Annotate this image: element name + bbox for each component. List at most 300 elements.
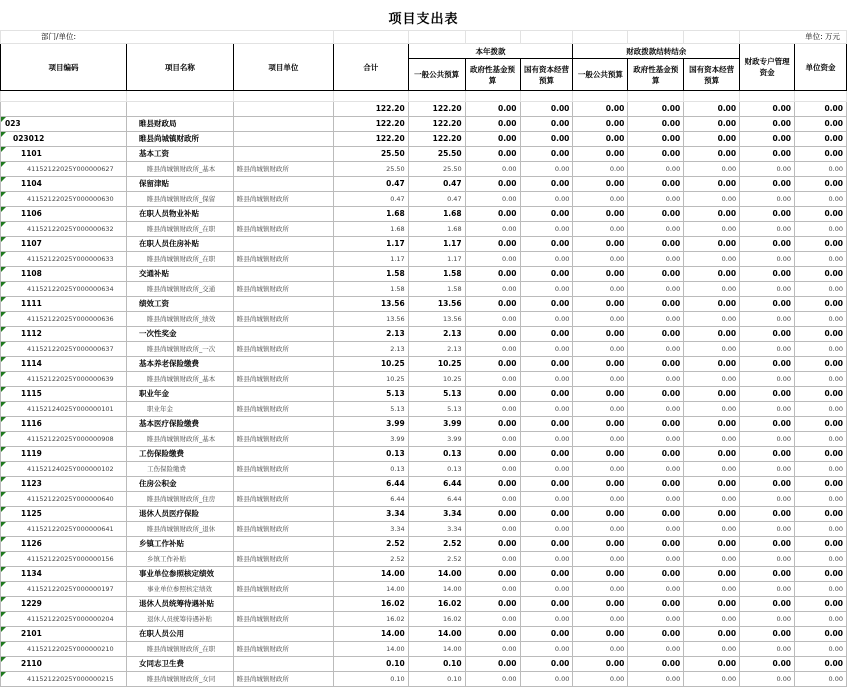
cell-amount[interactable]: 0.00 (795, 147, 847, 162)
cell-amount[interactable]: 0.00 (465, 237, 520, 252)
cell-amount[interactable]: 6.44 (408, 477, 465, 492)
cell-project-org[interactable] (233, 657, 333, 672)
cell-amount[interactable]: 0.00 (465, 597, 520, 612)
cell-amount[interactable]: 0.00 (740, 372, 795, 387)
cell-project-name[interactable] (126, 102, 233, 117)
cell-amount[interactable]: 0.00 (795, 402, 847, 417)
cell-amount[interactable]: 0.00 (465, 177, 520, 192)
cell-project-code[interactable]: 41152122025Y000000215 (1, 672, 127, 687)
cell-amount[interactable]: 5.13 (408, 387, 465, 402)
cell-project-code[interactable]: 023 (1, 117, 127, 132)
cell-amount[interactable]: 122.20 (408, 117, 465, 132)
cell-amount[interactable]: 0.00 (740, 267, 795, 282)
cell-amount[interactable]: 0.00 (740, 357, 795, 372)
cell-amount[interactable]: 6.44 (333, 492, 408, 507)
cell-project-org[interactable] (233, 507, 333, 522)
cell-amount[interactable]: 0.00 (628, 327, 684, 342)
cell-amount[interactable]: 0.00 (573, 582, 628, 597)
cell-amount[interactable]: 0.00 (795, 237, 847, 252)
cell-amount[interactable]: 0.00 (520, 582, 573, 597)
cell-project-code[interactable]: 41152122025Y000000640 (1, 492, 127, 507)
cell-amount[interactable]: 0.00 (520, 507, 573, 522)
cell-amount[interactable]: 0.00 (520, 147, 573, 162)
cell-amount[interactable]: 1.58 (408, 282, 465, 297)
cell-amount[interactable]: 0.00 (795, 252, 847, 267)
cell-amount[interactable]: 0.00 (520, 657, 573, 672)
cell-amount[interactable]: 1.68 (408, 207, 465, 222)
cell-project-code[interactable]: 1104 (1, 177, 127, 192)
cell-amount[interactable]: 0.00 (740, 222, 795, 237)
cell-amount[interactable]: 0.00 (520, 237, 573, 252)
cell-project-org[interactable]: 睢县尚城镇财政所 (233, 222, 333, 237)
cell-amount[interactable]: 0.00 (573, 657, 628, 672)
cell-amount[interactable]: 0.00 (520, 537, 573, 552)
cell-amount[interactable]: 0.00 (684, 207, 740, 222)
cell-amount[interactable]: 6.44 (333, 477, 408, 492)
cell-amount[interactable]: 0.00 (740, 642, 795, 657)
cell-amount[interactable]: 3.99 (333, 432, 408, 447)
cell-amount[interactable]: 0.00 (795, 102, 847, 117)
cell-amount[interactable]: 0.00 (684, 282, 740, 297)
cell-amount[interactable]: 0.00 (465, 192, 520, 207)
cell-amount[interactable]: 0.00 (628, 642, 684, 657)
cell-amount[interactable]: 3.34 (408, 522, 465, 537)
cell-amount[interactable]: 0.00 (465, 402, 520, 417)
cell-amount[interactable]: 0.00 (520, 162, 573, 177)
cell-project-code[interactable]: 1116 (1, 417, 127, 432)
cell-amount[interactable]: 0.10 (408, 672, 465, 687)
cell-project-org[interactable]: 睢县尚城镇财政所 (233, 492, 333, 507)
cell-amount[interactable]: 0.00 (795, 417, 847, 432)
cell-project-name[interactable]: 工伤保险缴费 (126, 447, 233, 462)
cell-amount[interactable]: 0.00 (573, 312, 628, 327)
cell-amount[interactable]: 0.00 (520, 207, 573, 222)
cell-amount[interactable]: 0.00 (628, 417, 684, 432)
cell-amount[interactable]: 0.00 (520, 252, 573, 267)
cell-amount[interactable]: 0.00 (684, 522, 740, 537)
cell-amount[interactable]: 0.00 (628, 117, 684, 132)
cell-amount[interactable]: 0.00 (573, 102, 628, 117)
cell-amount[interactable]: 0.00 (573, 237, 628, 252)
cell-project-name[interactable]: 乡镇工作补贴 (126, 537, 233, 552)
cell-amount[interactable]: 0.00 (684, 642, 740, 657)
cell-amount[interactable]: 0.00 (573, 267, 628, 282)
cell-amount[interactable]: 0.00 (465, 267, 520, 282)
cell-amount[interactable]: 0.00 (740, 117, 795, 132)
cell-amount[interactable]: 0.00 (628, 342, 684, 357)
cell-amount[interactable]: 14.00 (408, 627, 465, 642)
cell-amount[interactable]: 0.00 (465, 612, 520, 627)
cell-amount[interactable]: 0.00 (465, 342, 520, 357)
cell-amount[interactable]: 0.00 (684, 507, 740, 522)
cell-project-org[interactable]: 睢县尚城镇财政所 (233, 252, 333, 267)
cell-amount[interactable]: 0.00 (628, 537, 684, 552)
cell-amount[interactable]: 25.50 (408, 162, 465, 177)
cell-amount[interactable]: 2.52 (408, 537, 465, 552)
cell-project-code[interactable]: 41152124025Y000000102 (1, 462, 127, 477)
cell-amount[interactable]: 5.13 (333, 402, 408, 417)
cell-project-name[interactable]: 睢县尚城镇财政所 (126, 132, 233, 147)
cell-amount[interactable]: 0.00 (795, 327, 847, 342)
cell-project-code[interactable]: 41152122025Y000000633 (1, 252, 127, 267)
cell-amount[interactable]: 3.34 (333, 507, 408, 522)
cell-amount[interactable]: 0.00 (740, 192, 795, 207)
cell-project-name[interactable]: 在职人员公用 (126, 627, 233, 642)
cell-amount[interactable]: 0.00 (795, 297, 847, 312)
cell-project-org[interactable] (233, 132, 333, 147)
cell-project-name[interactable]: 睢县尚城镇财政所_绩效 (126, 312, 233, 327)
cell-project-org[interactable]: 睢县尚城镇财政所 (233, 402, 333, 417)
cell-amount[interactable]: 0.47 (333, 177, 408, 192)
cell-amount[interactable]: 0.00 (795, 372, 847, 387)
cell-project-code[interactable]: 1114 (1, 357, 127, 372)
cell-amount[interactable]: 14.00 (408, 567, 465, 582)
cell-amount[interactable]: 0.00 (465, 222, 520, 237)
cell-amount[interactable]: 0.00 (795, 657, 847, 672)
cell-amount[interactable]: 0.00 (740, 252, 795, 267)
cell-amount[interactable]: 0.00 (465, 552, 520, 567)
cell-project-name[interactable]: 在职人员住房补贴 (126, 237, 233, 252)
cell-amount[interactable]: 0.00 (740, 312, 795, 327)
cell-project-code[interactable]: 41152122025Y000000204 (1, 612, 127, 627)
cell-amount[interactable]: 0.00 (520, 267, 573, 282)
cell-project-code[interactable]: 41152122025Y000000908 (1, 432, 127, 447)
cell-amount[interactable]: 0.00 (573, 597, 628, 612)
cell-amount[interactable]: 0.00 (573, 567, 628, 582)
cell-amount[interactable]: 14.00 (408, 642, 465, 657)
cell-amount[interactable]: 16.02 (408, 597, 465, 612)
cell-amount[interactable]: 0.00 (795, 162, 847, 177)
cell-amount[interactable]: 0.00 (740, 612, 795, 627)
cell-amount[interactable]: 0.00 (628, 192, 684, 207)
cell-amount[interactable]: 0.00 (795, 312, 847, 327)
cell-amount[interactable]: 0.00 (573, 147, 628, 162)
cell-project-org[interactable]: 睢县尚城镇财政所 (233, 522, 333, 537)
cell-amount[interactable]: 0.00 (573, 522, 628, 537)
cell-amount[interactable]: 0.00 (684, 627, 740, 642)
cell-amount[interactable]: 0.00 (573, 492, 628, 507)
cell-project-org[interactable] (233, 207, 333, 222)
cell-amount[interactable]: 0.00 (740, 207, 795, 222)
cell-amount[interactable]: 0.00 (465, 567, 520, 582)
cell-project-org[interactable]: 睢县尚城镇财政所 (233, 282, 333, 297)
cell-project-name[interactable]: 退休人员统筹待遇补贴 (126, 612, 233, 627)
cell-amount[interactable]: 0.00 (684, 132, 740, 147)
cell-project-code[interactable]: 41152122025Y000000627 (1, 162, 127, 177)
cell-amount[interactable]: 0.00 (520, 282, 573, 297)
cell-amount[interactable]: 0.00 (684, 492, 740, 507)
cell-amount[interactable]: 0.00 (628, 207, 684, 222)
cell-amount[interactable]: 0.00 (520, 417, 573, 432)
cell-amount[interactable]: 0.00 (465, 537, 520, 552)
cell-project-name[interactable]: 基本养老保险缴费 (126, 357, 233, 372)
cell-amount[interactable]: 0.00 (520, 627, 573, 642)
cell-amount[interactable]: 0.00 (740, 297, 795, 312)
cell-amount[interactable]: 0.00 (465, 207, 520, 222)
cell-amount[interactable]: 0.00 (684, 387, 740, 402)
cell-amount[interactable]: 0.00 (795, 387, 847, 402)
cell-project-name[interactable]: 事业单位参照核定绩效 (126, 567, 233, 582)
cell-amount[interactable]: 0.00 (465, 492, 520, 507)
cell-project-code[interactable]: 41152122025Y000000197 (1, 582, 127, 597)
cell-project-name[interactable]: 交通补贴 (126, 267, 233, 282)
cell-amount[interactable]: 0.00 (573, 642, 628, 657)
cell-amount[interactable]: 0.00 (520, 567, 573, 582)
cell-amount[interactable]: 0.00 (795, 522, 847, 537)
cell-amount[interactable]: 0.13 (333, 462, 408, 477)
cell-amount[interactable]: 6.44 (408, 492, 465, 507)
cell-amount[interactable]: 0.00 (684, 372, 740, 387)
cell-project-org[interactable] (233, 417, 333, 432)
cell-amount[interactable]: 0.00 (684, 327, 740, 342)
cell-amount[interactable]: 0.00 (795, 222, 847, 237)
cell-amount[interactable]: 0.00 (795, 192, 847, 207)
cell-amount[interactable]: 0.00 (795, 567, 847, 582)
cell-amount[interactable]: 0.00 (573, 252, 628, 267)
cell-amount[interactable]: 0.00 (573, 192, 628, 207)
cell-amount[interactable]: 0.00 (573, 387, 628, 402)
cell-amount[interactable]: 0.00 (573, 117, 628, 132)
cell-amount[interactable]: 0.00 (573, 207, 628, 222)
cell-amount[interactable]: 0.00 (573, 447, 628, 462)
cell-amount[interactable]: 0.00 (684, 612, 740, 627)
cell-amount[interactable]: 0.00 (795, 672, 847, 687)
cell-amount[interactable]: 122.20 (408, 102, 465, 117)
cell-amount[interactable]: 3.99 (408, 432, 465, 447)
cell-amount[interactable]: 2.52 (333, 552, 408, 567)
cell-amount[interactable]: 0.00 (573, 327, 628, 342)
cell-amount[interactable]: 0.00 (573, 627, 628, 642)
cell-project-org[interactable] (233, 357, 333, 372)
cell-amount[interactable]: 0.00 (684, 537, 740, 552)
cell-amount[interactable]: 1.58 (408, 267, 465, 282)
cell-project-name[interactable]: 住房公积金 (126, 477, 233, 492)
cell-amount[interactable]: 0.00 (465, 477, 520, 492)
cell-amount[interactable]: 0.00 (684, 117, 740, 132)
cell-amount[interactable]: 0.00 (740, 582, 795, 597)
cell-amount[interactable]: 0.00 (795, 492, 847, 507)
cell-project-org[interactable]: 睢县尚城镇财政所 (233, 192, 333, 207)
cell-amount[interactable]: 2.52 (333, 537, 408, 552)
cell-project-code[interactable]: 1101 (1, 147, 127, 162)
cell-amount[interactable]: 0.00 (795, 357, 847, 372)
cell-project-org[interactable]: 睢县尚城镇财政所 (233, 162, 333, 177)
cell-amount[interactable]: 0.00 (520, 672, 573, 687)
cell-project-code[interactable]: 023012 (1, 132, 127, 147)
cell-amount[interactable]: 0.00 (520, 597, 573, 612)
cell-amount[interactable]: 0.00 (684, 192, 740, 207)
cell-amount[interactable]: 0.00 (465, 522, 520, 537)
cell-amount[interactable]: 0.00 (628, 522, 684, 537)
cell-amount[interactable]: 0.00 (740, 327, 795, 342)
cell-amount[interactable]: 0.00 (465, 462, 520, 477)
cell-amount[interactable]: 0.00 (465, 327, 520, 342)
cell-amount[interactable]: 0.00 (573, 402, 628, 417)
cell-amount[interactable]: 0.00 (628, 177, 684, 192)
cell-amount[interactable]: 0.00 (740, 237, 795, 252)
cell-project-name[interactable]: 睢县尚城镇财政所_在职 (126, 222, 233, 237)
cell-amount[interactable]: 0.00 (684, 597, 740, 612)
cell-project-name[interactable]: 退休人员医疗保险 (126, 507, 233, 522)
cell-amount[interactable]: 0.47 (408, 177, 465, 192)
cell-amount[interactable]: 0.00 (740, 162, 795, 177)
cell-project-code[interactable]: 1111 (1, 297, 127, 312)
cell-project-name[interactable]: 睢县尚城镇财政所_一次 (126, 342, 233, 357)
cell-project-name[interactable]: 基本工资 (126, 147, 233, 162)
cell-amount[interactable]: 0.00 (740, 507, 795, 522)
cell-amount[interactable]: 0.00 (684, 147, 740, 162)
cell-amount[interactable]: 0.00 (520, 477, 573, 492)
cell-amount[interactable]: 0.00 (520, 432, 573, 447)
cell-amount[interactable]: 0.00 (795, 117, 847, 132)
cell-amount[interactable]: 0.00 (520, 132, 573, 147)
cell-amount[interactable]: 0.00 (520, 402, 573, 417)
cell-amount[interactable]: 0.00 (520, 522, 573, 537)
cell-amount[interactable]: 0.00 (520, 327, 573, 342)
cell-amount[interactable]: 0.00 (628, 432, 684, 447)
cell-amount[interactable]: 0.00 (740, 672, 795, 687)
cell-amount[interactable]: 0.00 (795, 282, 847, 297)
cell-amount[interactable]: 0.00 (740, 657, 795, 672)
cell-project-code[interactable]: 1115 (1, 387, 127, 402)
cell-project-org[interactable] (233, 117, 333, 132)
cell-project-code[interactable]: 1123 (1, 477, 127, 492)
cell-amount[interactable]: 0.00 (740, 522, 795, 537)
cell-amount[interactable]: 1.58 (333, 282, 408, 297)
cell-project-org[interactable] (233, 267, 333, 282)
cell-amount[interactable]: 0.00 (740, 537, 795, 552)
cell-amount[interactable]: 0.00 (684, 357, 740, 372)
cell-amount[interactable]: 0.00 (628, 492, 684, 507)
cell-amount[interactable]: 0.00 (628, 627, 684, 642)
cell-amount[interactable]: 0.00 (573, 162, 628, 177)
cell-amount[interactable]: 0.00 (465, 387, 520, 402)
cell-amount[interactable]: 0.00 (520, 372, 573, 387)
cell-amount[interactable]: 2.52 (408, 552, 465, 567)
cell-amount[interactable]: 0.00 (573, 477, 628, 492)
cell-amount[interactable]: 0.13 (408, 462, 465, 477)
cell-amount[interactable]: 0.10 (408, 657, 465, 672)
cell-amount[interactable]: 0.00 (465, 252, 520, 267)
cell-amount[interactable]: 0.00 (684, 177, 740, 192)
cell-project-org[interactable] (233, 447, 333, 462)
cell-project-code[interactable]: 41152122025Y000000630 (1, 192, 127, 207)
cell-amount[interactable]: 0.00 (465, 357, 520, 372)
cell-project-code[interactable]: 1106 (1, 207, 127, 222)
cell-project-org[interactable]: 睢县尚城镇财政所 (233, 342, 333, 357)
cell-amount[interactable]: 0.00 (573, 552, 628, 567)
cell-amount[interactable]: 0.00 (795, 507, 847, 522)
cell-amount[interactable]: 0.00 (465, 297, 520, 312)
cell-amount[interactable]: 0.00 (795, 627, 847, 642)
cell-amount[interactable]: 0.00 (465, 672, 520, 687)
cell-amount[interactable]: 0.00 (628, 132, 684, 147)
cell-project-org[interactable] (233, 597, 333, 612)
cell-amount[interactable]: 0.00 (465, 507, 520, 522)
cell-project-org[interactable]: 睢县尚城镇财政所 (233, 462, 333, 477)
cell-amount[interactable]: 0.00 (740, 147, 795, 162)
cell-amount[interactable]: 5.13 (408, 402, 465, 417)
cell-project-name[interactable]: 睢县财政局 (126, 117, 233, 132)
cell-project-code[interactable]: 1134 (1, 567, 127, 582)
cell-amount[interactable]: 5.13 (333, 387, 408, 402)
cell-project-code[interactable]: 1125 (1, 507, 127, 522)
cell-project-code[interactable]: 2110 (1, 657, 127, 672)
cell-amount[interactable]: 0.00 (628, 672, 684, 687)
cell-project-name[interactable]: 睢县尚城镇财政所_女同 (126, 672, 233, 687)
cell-amount[interactable]: 0.00 (573, 612, 628, 627)
cell-amount[interactable]: 13.56 (408, 312, 465, 327)
cell-amount[interactable]: 14.00 (408, 582, 465, 597)
cell-amount[interactable]: 0.00 (684, 582, 740, 597)
cell-amount[interactable]: 3.34 (333, 522, 408, 537)
cell-amount[interactable]: 10.25 (333, 357, 408, 372)
cell-amount[interactable]: 1.58 (333, 267, 408, 282)
cell-amount[interactable]: 0.00 (465, 282, 520, 297)
cell-amount[interactable]: 0.00 (520, 462, 573, 477)
cell-project-name[interactable]: 睢县尚城镇财政所_退休 (126, 522, 233, 537)
cell-amount[interactable]: 0.00 (740, 177, 795, 192)
cell-project-org[interactable] (233, 237, 333, 252)
cell-amount[interactable]: 0.00 (740, 492, 795, 507)
cell-amount[interactable]: 0.00 (684, 162, 740, 177)
cell-amount[interactable]: 0.10 (333, 672, 408, 687)
cell-amount[interactable]: 1.17 (333, 252, 408, 267)
cell-amount[interactable]: 0.00 (465, 117, 520, 132)
cell-amount[interactable]: 0.13 (408, 447, 465, 462)
cell-amount[interactable]: 0.00 (740, 462, 795, 477)
cell-project-code[interactable]: 41152122025Y000000639 (1, 372, 127, 387)
cell-amount[interactable]: 122.20 (333, 117, 408, 132)
cell-amount[interactable]: 0.00 (520, 357, 573, 372)
cell-amount[interactable]: 0.00 (465, 432, 520, 447)
cell-amount[interactable]: 0.00 (684, 552, 740, 567)
cell-project-name[interactable]: 睢县尚城镇财政所_交通 (126, 282, 233, 297)
cell-amount[interactable]: 0.00 (520, 642, 573, 657)
cell-amount[interactable]: 0.00 (465, 582, 520, 597)
cell-amount[interactable]: 0.00 (628, 372, 684, 387)
cell-project-code[interactable]: 1119 (1, 447, 127, 462)
cell-amount[interactable]: 0.00 (628, 357, 684, 372)
cell-project-org[interactable] (233, 147, 333, 162)
cell-amount[interactable]: 0.13 (333, 447, 408, 462)
cell-amount[interactable]: 3.99 (333, 417, 408, 432)
cell-project-name[interactable]: 事业单位参照核定绩效 (126, 582, 233, 597)
cell-amount[interactable]: 0.00 (684, 462, 740, 477)
cell-amount[interactable]: 0.00 (740, 102, 795, 117)
cell-amount[interactable]: 0.00 (465, 447, 520, 462)
cell-amount[interactable]: 13.56 (333, 297, 408, 312)
cell-amount[interactable]: 3.99 (408, 417, 465, 432)
cell-amount[interactable]: 0.00 (573, 372, 628, 387)
cell-amount[interactable]: 0.00 (684, 267, 740, 282)
cell-amount[interactable]: 0.00 (628, 147, 684, 162)
cell-amount[interactable]: 14.00 (333, 627, 408, 642)
cell-amount[interactable]: 0.00 (573, 132, 628, 147)
cell-project-code[interactable]: 1229 (1, 597, 127, 612)
cell-project-org[interactable] (233, 477, 333, 492)
cell-amount[interactable]: 0.00 (684, 222, 740, 237)
cell-amount[interactable]: 14.00 (333, 567, 408, 582)
cell-amount[interactable]: 0.00 (520, 612, 573, 627)
cell-amount[interactable]: 0.00 (628, 282, 684, 297)
cell-amount[interactable]: 0.00 (520, 117, 573, 132)
cell-amount[interactable]: 0.00 (520, 102, 573, 117)
cell-amount[interactable]: 0.00 (684, 657, 740, 672)
cell-amount[interactable]: 0.00 (520, 222, 573, 237)
cell-amount[interactable]: 0.00 (795, 432, 847, 447)
cell-amount[interactable]: 0.00 (573, 177, 628, 192)
